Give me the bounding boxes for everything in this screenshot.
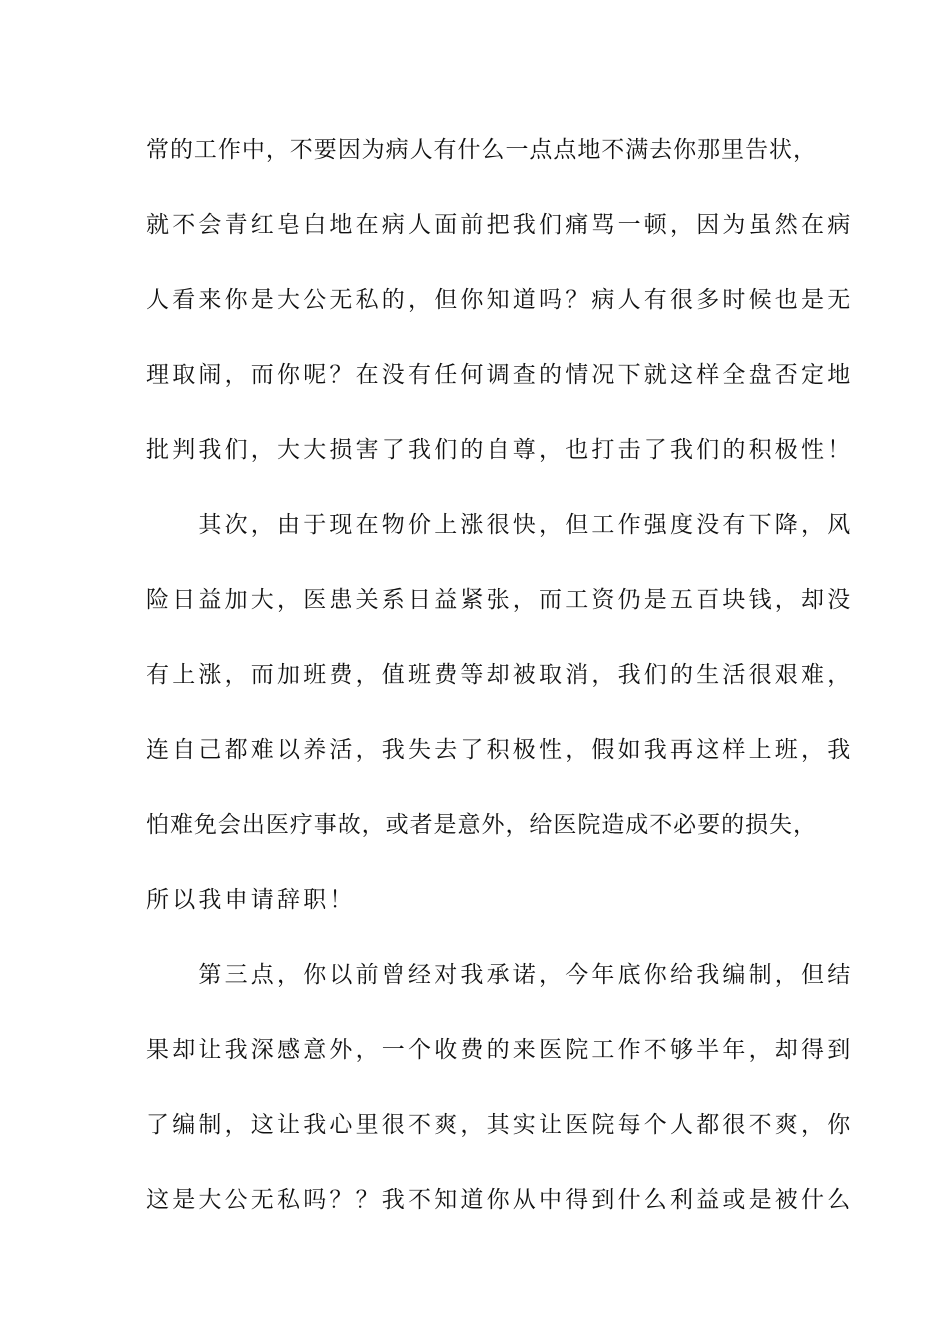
document-body: [146, 128, 854, 1253]
text-line-10: 怕难免会出医疗事故，或者是意外，给医院造成不必要的损失，: [146, 812, 816, 838]
text-line-5: 批判我们，大大损害了我们的自尊，也打击了我们的积极性！: [146, 437, 854, 463]
text-line-4: 理取闹，而你呢？在没有任何调查的情况下就这样全盘否定地: [146, 362, 854, 388]
text-line-14: 了编制，这让我心里很不爽，其实让医院每个人都很不爽，你: [146, 1112, 854, 1138]
text-line-1: 常的工作中，不要因为病人有什么一点点地不满去你那里告状，: [146, 137, 816, 163]
text-line-7: 险日益加大，医患关系日益紧张，而工资仍是五百块钱，却没: [146, 587, 854, 613]
text-line-2: 就不会青红皂白地在病人面前把我们痛骂一顿，因为虽然在病: [146, 212, 854, 238]
text-line-6: 其次，由于现在物价上涨很快，但工作强度没有下降，风: [146, 512, 854, 538]
text-line-12: 第三点，你以前曾经对我承诺，今年底你给我编制，但结: [146, 962, 854, 988]
text-line-15: 这是大公无私吗？？我不知道你从中得到什么利益或是被什么: [146, 1187, 854, 1213]
text-line-9: 连自己都难以养活，我失去了积极性，假如我再这样上班，我: [146, 737, 854, 763]
text-line-11: 所以我申请辞职！: [146, 887, 356, 913]
text-line-13: 果却让我深感意外，一个收费的来医院工作不够半年，却得到: [146, 1037, 854, 1063]
text-line-3: 人看来你是大公无私的，但你知道吗？病人有很多时候也是无: [146, 287, 854, 313]
text-line-8: 有上涨，而加班费，值班费等却被取消，我们的生活很艰难，: [146, 662, 854, 688]
